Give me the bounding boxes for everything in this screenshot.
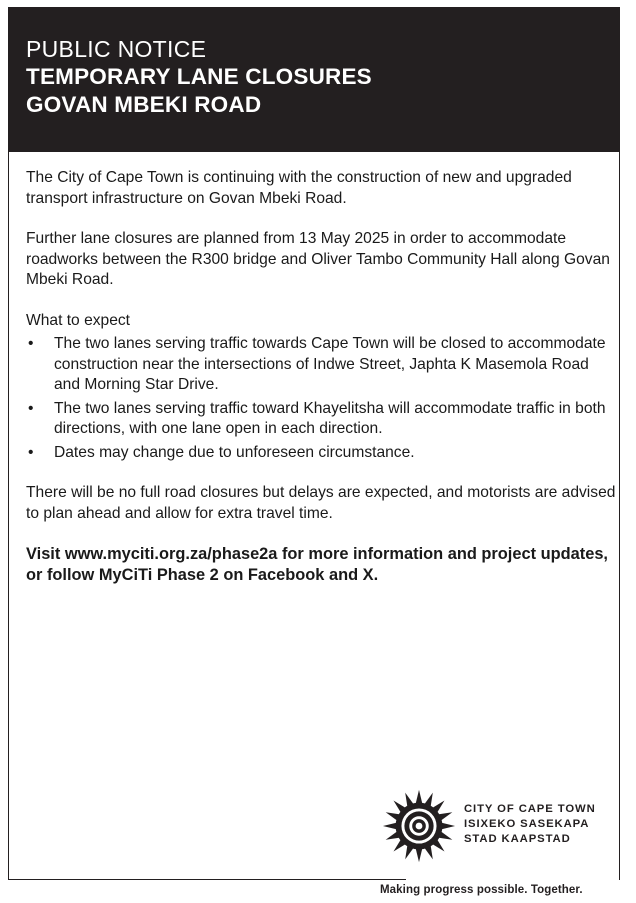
bullet-icon: • [28,399,34,417]
list-item [26,443,616,464]
notice-kicker: PUBLIC NOTICE [26,36,207,62]
logo-line-afrikaans: STAD KAAPSTAD [464,833,571,845]
emblem-petal [383,822,398,829]
city-of-cape-town-emblem-icon [380,787,458,865]
emblem-petal [415,847,422,862]
logo-line-english: CITY OF CAPE TOWN [464,803,596,815]
notice-title-line2: GOVAN MBEKI ROAD [26,92,262,117]
notice-border-bottom [8,879,406,880]
more-info-link-text: Visit www.myciti.org.za/phase2a for more information and project updates, or follow MyCiTi Phase 2 on Facebook and X. [26,545,608,584]
emblem-petal [437,831,452,840]
list-item-text: Dates may change due to unforeseen circumstance. [54,443,415,461]
what-to-expect-heading: What to expect [26,311,131,329]
intro-paragraph: The City of Cape Town is continuing with the construction of new and upgraded transport infrastructure on Govan Mbeki Road. [26,169,572,207]
list-item-text: The two lanes serving traffic towards Cape Town will be closed to accommodate construction near the intersections of Indwe Street, Japhta K Masemola Road and Morning Star Drive. [54,335,606,393]
delays-paragraph: There will be no full road closures but delays are expected, and motorists are advised to plan ahead and allow for extra travel time. [26,484,616,522]
tagline: Making progress possible. Together. [380,884,583,896]
emblem-petal [405,793,414,808]
emblem-petal [424,793,433,808]
emblem-petal [437,812,452,821]
list-item [26,334,616,396]
emblem-petal [415,790,422,805]
list-item [26,399,616,440]
closure-paragraph: Further lane closures are planned from 13 May 2025 in order to accommodate roadworks between the R300 bridge and Oliver Tambo Community Hall along Govan Mbeki Road. [26,230,610,288]
expectation-list [26,334,616,463]
city-logo-wordmark [464,802,596,847]
notice-body [26,168,616,606]
logo-line-xhosa: ISIXEKO SASEKAPA [464,818,590,830]
emblem-petal [386,831,401,840]
emblem-petal [440,822,455,829]
list-item-text: The two lanes serving traffic toward Khayelitsha will accommodate traffic in both directions, with one lane open in each direction. [54,399,606,437]
emblem-petal [405,844,414,859]
emblem-petal [424,844,433,859]
notice-header [8,7,620,152]
notice-title-line1: TEMPORARY LANE CLOSURES [26,64,372,89]
bullet-icon: • [28,443,34,461]
bullet-icon: • [28,335,34,352]
emblem-petal [386,812,401,821]
